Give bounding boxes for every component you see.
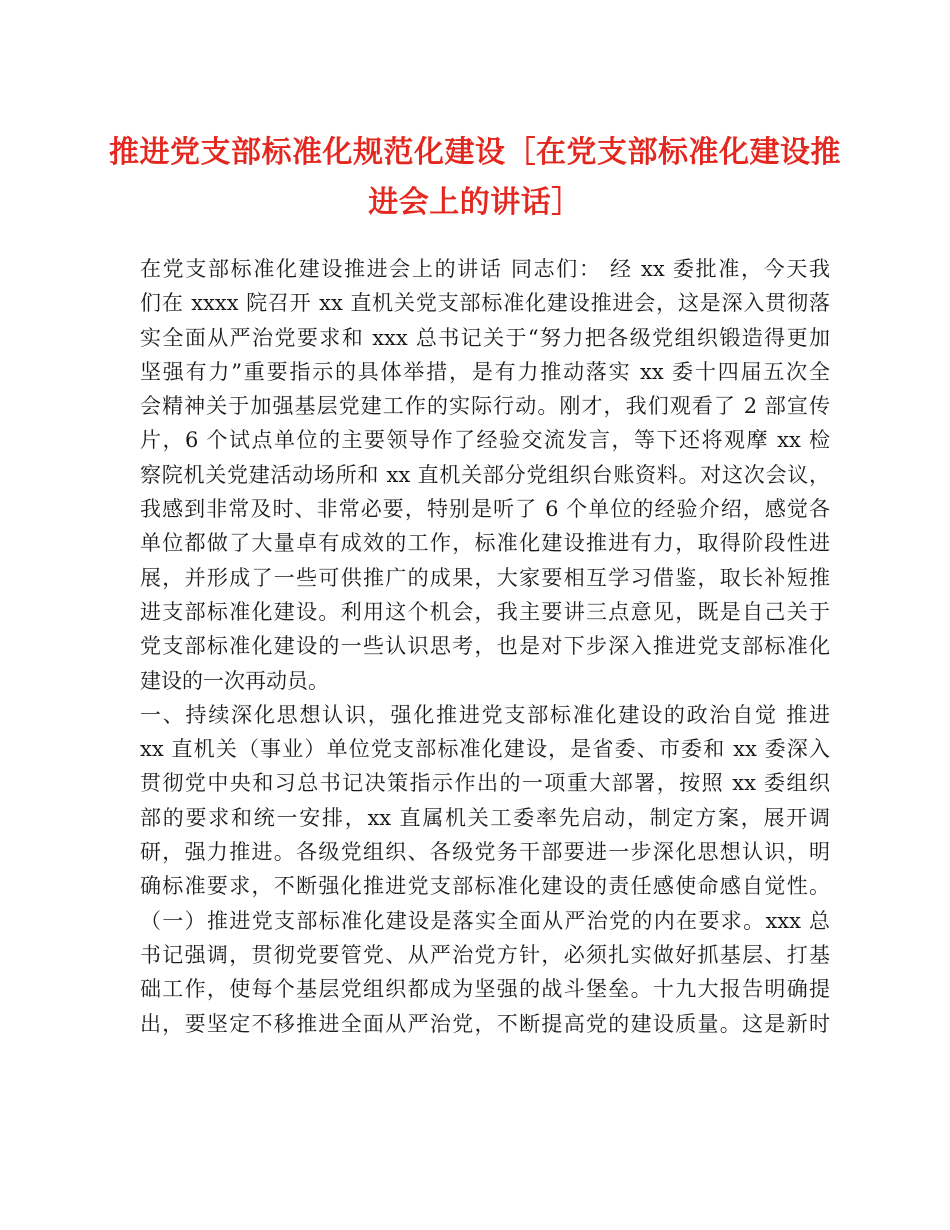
body-line: 部的要求和统一安排，xx 直属机关工委率先启动，制定方案，展开调 (140, 805, 830, 830)
body-line: 书记强调，贯彻党要管党、从严治党方针，必须扎实做好抓基层、打基 (140, 942, 830, 967)
body-line: 们在 xxxx 院召开 xx 直机关党支部标准化建设推进会，这是深入贯彻落 (140, 291, 830, 316)
body-line: 片，6 个试点单位的主要领导作了经验交流发言，等下还将观摩 xx 检 (140, 428, 830, 453)
title-line-2: 进会上的讲话］ (368, 185, 582, 220)
body-line: 础工作，使每个基层党组织都成为坚强的战斗堡垒。十九大报告明确提 (140, 977, 830, 1002)
body-line: 确标准要求，不断强化推进党支部标准化建设的责任感使命感自觉性。 (140, 874, 830, 899)
body-line: （一）推进党支部标准化建设是落实全面从严治党的内在要求。xxx 总 (140, 908, 830, 933)
body-line: 贯彻党中央和习总书记决策指示作出的一项重大部署，按照 xx 委组织 (140, 771, 830, 796)
body-line: 实全面从严治党要求和 xxx 总书记关于“努力把各级党组织锻造得更加 (140, 325, 830, 350)
body-line: 研，强力推进。各级党组织、各级党务干部要进一步深化思想认识，明 (140, 840, 830, 865)
body-line: 我感到非常及时、非常必要，特别是听了 6 个单位的经验介绍，感觉各 (140, 497, 830, 522)
document-body (140, 252, 830, 1041)
body-line: 单位都做了大量卓有成效的工作，标准化建设推进有力，取得阶段性进 (140, 531, 830, 556)
body-line: 坚强有力”重要指示的具体举措，是有力推动落实 xx 委十四届五次全 (140, 359, 830, 384)
title-line-1: 推进党支部标准化规范化建设［在党支部标准化建设推 (109, 135, 841, 170)
body-line: 党支部标准化建设的一些认识思考，也是对下步深入推进党支部标准化 (140, 634, 830, 659)
document-title (100, 128, 850, 228)
body-line: 会精神关于加强基层党建工作的实际行动。刚才，我们观看了 2 部宣传 (140, 394, 830, 419)
body-line: 一、持续深化思想认识，强化推进党支部标准化建设的政治自觉 推进 (140, 702, 830, 727)
body-line: 在党支部标准化建设推进会上的讲话 同志们： 经 xx 委批准，今天我 (140, 257, 830, 281)
body-line: 出，要坚定不移推进全面从严治党，不断提高党的建设质量。这是新时 (140, 1011, 830, 1036)
body-line: xx 直机关（事业）单位党支部标准化建设，是省委、市委和 xx 委深入 (140, 737, 830, 762)
body-line: 察院机关党建活动场所和 xx 直机关部分党组织台账资料。对这次会议， (140, 462, 830, 487)
body-line: 展，并形成了一些可供推广的成果，大家要相互学习借鉴，取长补短推 (140, 565, 830, 590)
body-line: 进支部标准化建设。利用这个机会，我主要讲三点意见，既是自己关于 (140, 599, 830, 624)
body-line: 建设的一次再动员。 (140, 668, 329, 693)
